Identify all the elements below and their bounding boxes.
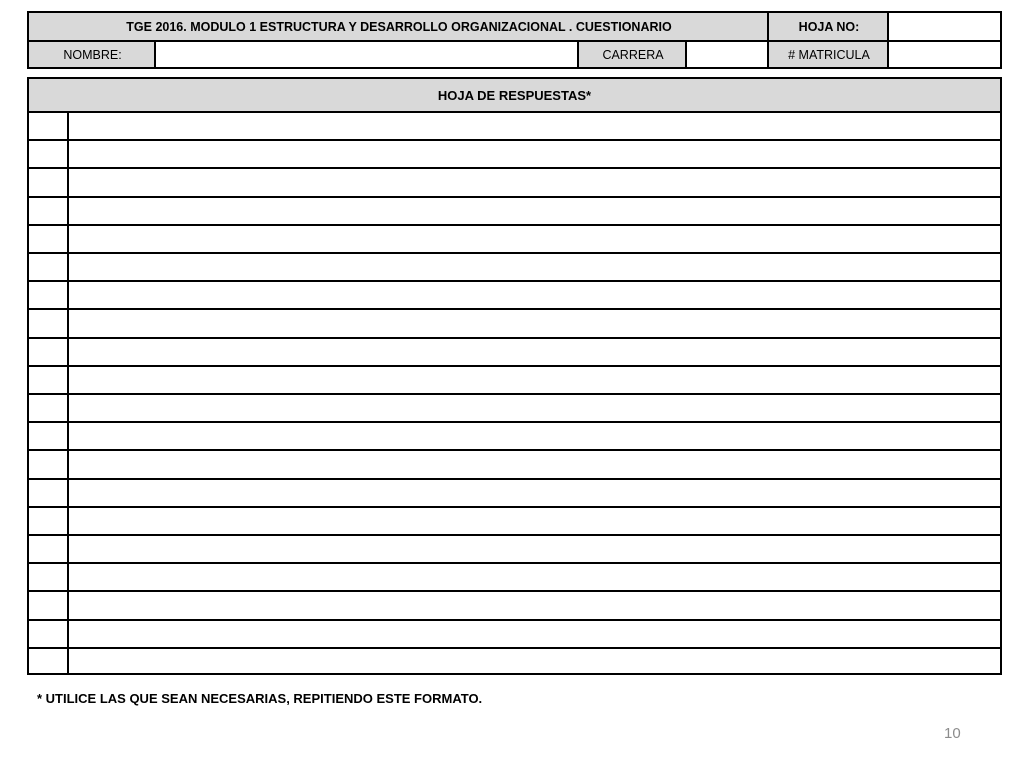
answer-number-cell[interactable] — [29, 564, 69, 590]
answer-number-cell[interactable] — [29, 367, 69, 393]
answer-row — [29, 590, 1000, 618]
nombre-label: NOMBRE: — [29, 42, 156, 67]
answer-text-cell[interactable] — [69, 169, 1000, 195]
answer-row — [29, 337, 1000, 365]
answer-number-cell[interactable] — [29, 592, 69, 618]
answer-sheet — [27, 77, 1002, 675]
answer-text-cell[interactable] — [69, 141, 1000, 167]
answer-number-cell[interactable] — [29, 339, 69, 365]
answer-number-cell[interactable] — [29, 536, 69, 562]
answer-row — [29, 365, 1000, 393]
header-table — [27, 11, 1002, 69]
header-divider — [29, 40, 1000, 42]
answer-row — [29, 393, 1000, 421]
answer-number-cell[interactable] — [29, 113, 69, 139]
hoja-no-label: HOJA NO: — [769, 13, 889, 40]
answer-row — [29, 167, 1000, 195]
header-divider — [685, 40, 687, 67]
answer-text-cell[interactable] — [69, 198, 1000, 224]
matricula-field[interactable] — [889, 42, 1000, 67]
answer-text-cell[interactable] — [69, 536, 1000, 562]
answer-row — [29, 534, 1000, 562]
footnote: * UTILICE LAS QUE SEAN NECESARIAS, REPITIENDO ESTE FORMATO. — [37, 691, 483, 706]
carrera-label: CARRERA — [579, 42, 687, 67]
answer-number-cell[interactable] — [29, 480, 69, 506]
answer-text-cell[interactable] — [69, 649, 1000, 675]
answer-number-cell[interactable] — [29, 254, 69, 280]
answer-row — [29, 506, 1000, 534]
answer-number-cell[interactable] — [29, 423, 69, 449]
answer-number-cell[interactable] — [29, 198, 69, 224]
answer-number-cell[interactable] — [29, 508, 69, 534]
answer-row — [29, 252, 1000, 280]
answer-row — [29, 449, 1000, 477]
carrera-field[interactable] — [687, 42, 769, 67]
answer-text-cell[interactable] — [69, 423, 1000, 449]
answer-row — [29, 619, 1000, 647]
answer-row — [29, 478, 1000, 506]
answer-text-cell[interactable] — [69, 339, 1000, 365]
answer-number-cell[interactable] — [29, 169, 69, 195]
answer-row — [29, 111, 1000, 139]
answer-number-cell[interactable] — [29, 141, 69, 167]
header-divider — [767, 13, 769, 67]
answer-row — [29, 647, 1000, 675]
answer-text-cell[interactable] — [69, 367, 1000, 393]
answer-text-cell[interactable] — [69, 564, 1000, 590]
answer-row — [29, 196, 1000, 224]
answer-row — [29, 421, 1000, 449]
header-divider — [577, 40, 579, 67]
answer-row — [29, 562, 1000, 590]
answer-text-cell[interactable] — [69, 621, 1000, 647]
answer-number-cell[interactable] — [29, 649, 69, 675]
answer-text-cell[interactable] — [69, 310, 1000, 336]
answer-text-cell[interactable] — [69, 508, 1000, 534]
answer-number-cell[interactable] — [29, 310, 69, 336]
answer-number-cell[interactable] — [29, 282, 69, 308]
answer-text-cell[interactable] — [69, 592, 1000, 618]
answer-number-cell[interactable] — [29, 395, 69, 421]
header-divider — [887, 13, 889, 67]
header-divider — [154, 40, 156, 67]
answer-text-cell[interactable] — [69, 395, 1000, 421]
page-number: 10 — [944, 725, 961, 742]
answer-text-cell[interactable] — [69, 480, 1000, 506]
answer-text-cell[interactable] — [69, 451, 1000, 477]
answer-row — [29, 224, 1000, 252]
answer-text-cell[interactable] — [69, 282, 1000, 308]
answer-text-cell[interactable] — [69, 254, 1000, 280]
form-title: TGE 2016. MODULO 1 ESTRUCTURA Y DESARROLLO ORGANIZACIONAL . CUESTIONARIO — [29, 13, 769, 40]
hoja-no-field[interactable] — [889, 13, 1000, 40]
answer-row — [29, 308, 1000, 336]
answer-row — [29, 280, 1000, 308]
matricula-label: # MATRICULA — [769, 42, 889, 67]
answer-number-cell[interactable] — [29, 621, 69, 647]
answer-number-cell[interactable] — [29, 451, 69, 477]
nombre-field[interactable] — [156, 42, 579, 67]
answer-row — [29, 139, 1000, 167]
answer-sheet-title: HOJA DE RESPUESTAS* — [29, 79, 1000, 111]
answer-text-cell[interactable] — [69, 226, 1000, 252]
answer-text-cell[interactable] — [69, 113, 1000, 139]
answer-number-cell[interactable] — [29, 226, 69, 252]
